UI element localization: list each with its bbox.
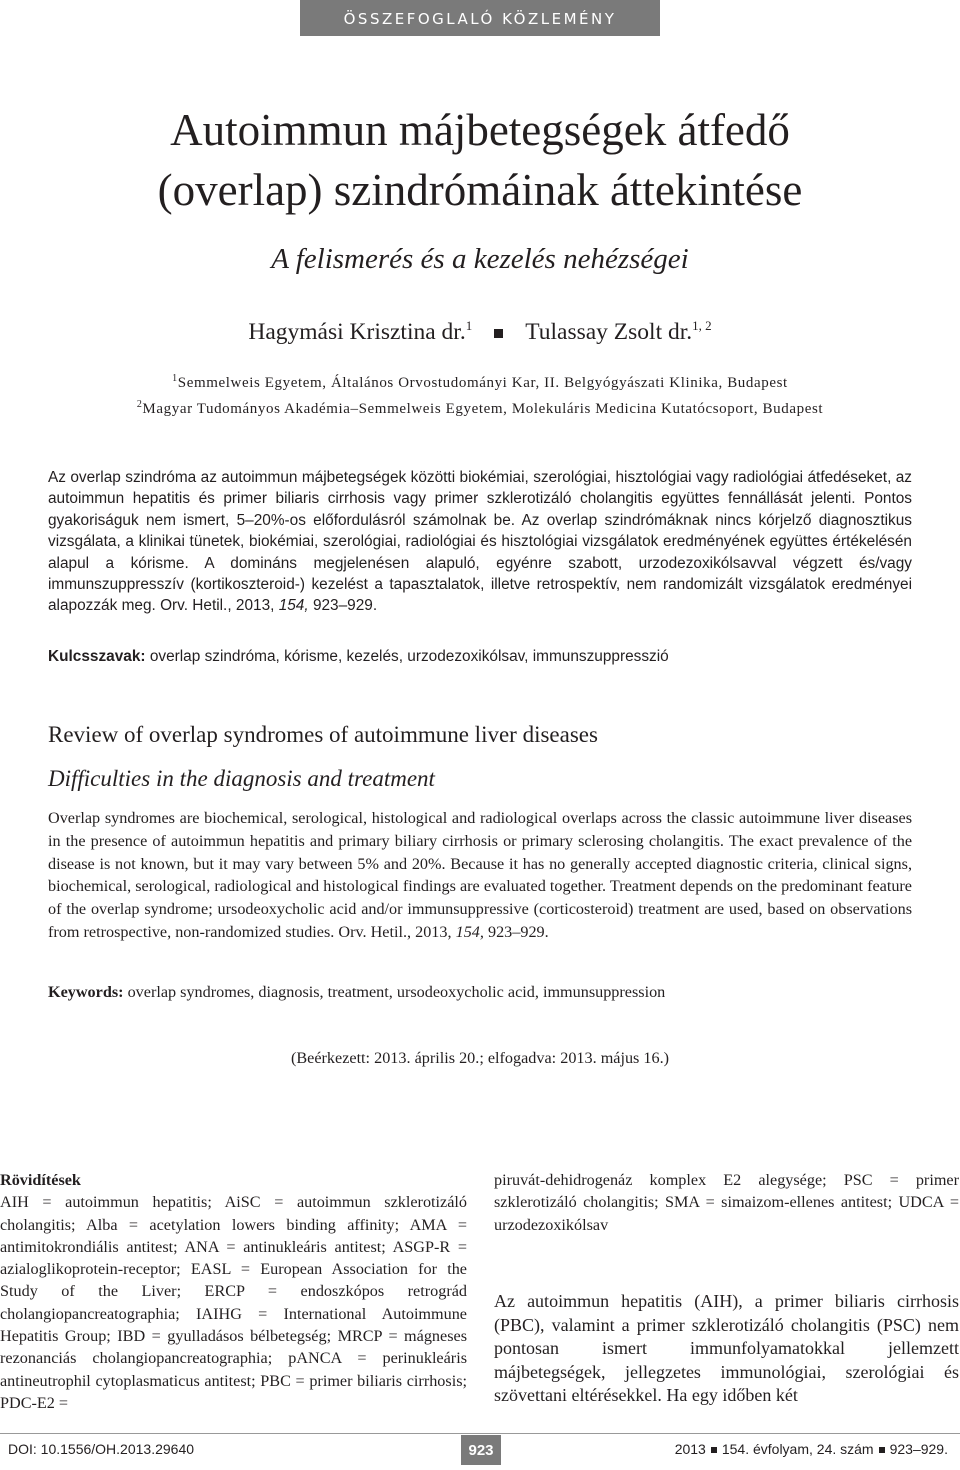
abstract-hu: Az overlap szindróma az autoimmun májbetegségek közötti biokémiai, szerológiai, hisztológiai vagy radiológiai átfedéseket, az autoimmun hepatitis és primer biliaris cirrhosis vagy primer szklerotizáló cholangitis együttes fennállását jelenti. Pontos gyakoriságuk nem ismert, 5–20%-os előfordulásról számolnak be. Az overlap szindrómáknak nincs kórjelző diagnosztikus vizsgálata, a klinikai tünetek, biokémiai, szerológiai, radiológiai és hisztológiai vizsgálatok eredményének együttes értékelésén alapul a kórisme. A domináns megjelenésen alapuló, egyénre szabott, urzodezoxikólsavval végzett és/vagy immunszuppresszív (kortikoszteroid-) kezelést a tapasztalatok, illetve retrospektív, nem randomizált vizsgálatok eredményei alapozzák meg. Orv. Hetil., 2013, 154, 923–929. — [48, 469, 912, 615]
english-subtitle: Difficulties in the diagnosis and treatment — [48, 766, 435, 791]
abstract-en: Overlap syndromes are biochemical, serological, histological and radiological overlaps across the classic autoimmune liver diseases in the presence of autoimmun hepatitis and primary biliary cirrhosis or primary sclerosing cholangitis. The exact prevalence of the disease is not known, but it may vary between 5% and 20%. Because it has no generally accepted diagnostic criteria, clinical signs, biochemical, serological, radiological and histological findings are evaluated together. Treatment depends on the predominant feature of the overlap syndrome; ursodeoxycholic acid and/or immunsuppressive (corticosteroid) treatment are used, based on observations from retrospective, non-randomized studies. Orv. Hetil., 2013, 154, 923–929. — [48, 809, 912, 941]
separator-square-icon — [879, 1447, 885, 1453]
separator-square-icon — [711, 1447, 717, 1453]
footer-doi: DOI: 10.1556/OH.2013.29640 — [8, 1441, 195, 1457]
keywords-en: Keywords: overlap syndromes, diagnosis, treatment, ursodeoxycholic acid, immunsuppression — [48, 983, 666, 1001]
affiliation-1: $^1$Semmelweis Egyetem, Általános Orvostudományi Kar, II. Belgyógyászati Klinika, Budapest — [172, 373, 788, 391]
title-line-2: (overlap) szindrómáinak áttekintése — [157, 165, 803, 215]
affiliation-2: $^2$Magyar Tudományos Akadémia–Semmelweis Egyetem, Molekuláris Medicina Kutatócsoport, Budapest — [136, 399, 824, 417]
section-banner: ÖSSZEFOGLALÓ KÖZLEMÉNY — [300, 0, 660, 36]
abbreviations-left-text: AIH = autoimmun hepatitis; AiSC = autoimmun szklerotizáló cholangitis; Alba = acetylation lowers binding affinity; AMA = antimitokrondiális antitest; ANA = antinukleáris antitest; ASGP-R = azialoglikoprotein-receptor; EASL = European Association for the Study of the Liver; ERCP = endoszkópos retrográd cholangiopancreatographia; IAIHG = International Autoimmune Hepatitis Group; IBD = gyulladásos bélbetegség; MRCP = mágneses rezonanciás cholangiopancreatographia; pANCA = perinukleáris antineutrophil cytoplasmaticus antitest; PBC = primer biliaris cirrhosis; PDC-E2 = — [0, 1193, 467, 1412]
abbreviations-right: piruvát-dehidrogenáz komplex E2 alegysége; PSC = primer szklerotizáló cholangitis; SMA = simaizom-ellenes antitest; UDCA = urzodezoxikólsav — [494, 1171, 959, 1234]
author-2-affil: 1, 2 — [692, 318, 712, 333]
author-2: Tulassay Zsolt dr. — [525, 318, 693, 345]
authors — [0, 318, 960, 346]
keywords-hu: Kulcsszavak: overlap szindróma, kórisme, kezelés, urzodezoxikólsav, immunszuppresszió — [48, 648, 669, 665]
separator-square-icon — [494, 329, 503, 338]
article-title — [0, 100, 960, 220]
abbreviations-heading: Rövidítések — [0, 1171, 81, 1189]
footer-divider — [0, 1433, 960, 1434]
author-1: Hagymási Krisztina dr. — [248, 318, 466, 345]
received-date: (Beérkezett: 2013. április 20.; elfogadva: 2013. május 16.) — [290, 1049, 670, 1067]
english-title: Review of overlap syndromes of autoimmune liver diseases — [48, 722, 598, 747]
article-subtitle: A felismerés és a kezelés nehézségei — [271, 243, 689, 275]
intro-paragraph: Az autoimmun hepatitis (AIH), a primer biliaris cirrhosis (PBC), valamint a primer szklerotizáló cholangitis (PSC) nem pontosan ismert immunfolyamatokkal jellemzett májbetegségek, jellegzetes immunológiai, szerológiai és szövettani eltérésekkel. Ha egy időben két — [494, 1291, 959, 1405]
page-number: 923 — [461, 1435, 501, 1465]
author-1-affil: 1 — [465, 318, 473, 333]
title-line-1: Autoimmun májbetegségek átfedő — [170, 105, 790, 155]
abbreviations-left — [0, 1169, 467, 1414]
footer-issue: 2013 154. évfolyam, 24. szám 923–929. — [674, 1441, 948, 1457]
